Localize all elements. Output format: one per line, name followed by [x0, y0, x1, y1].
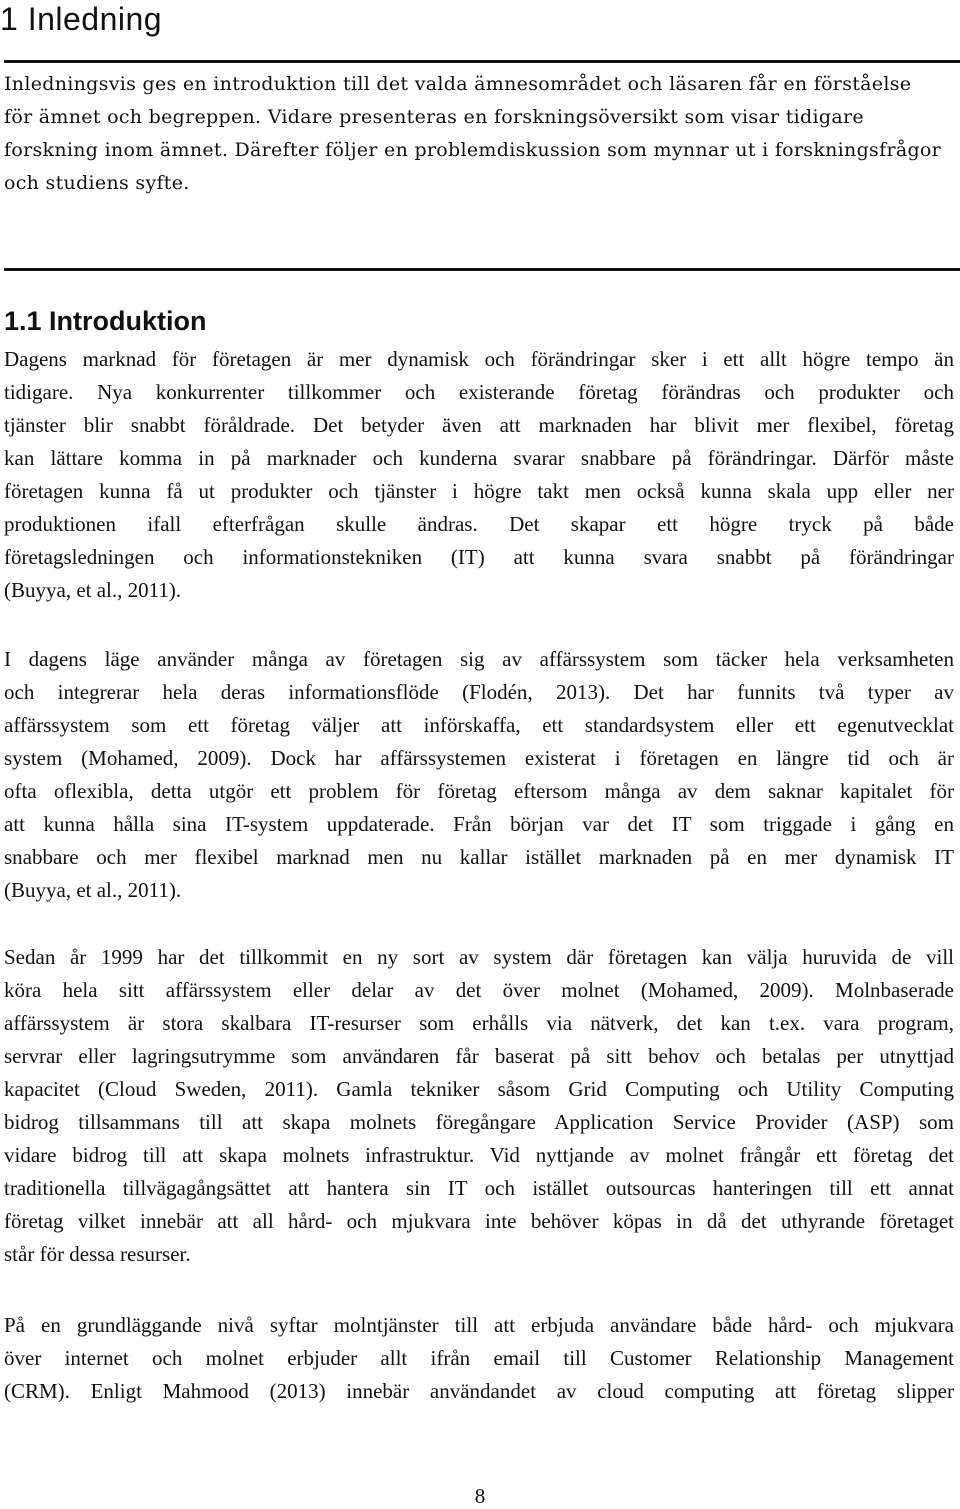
text-line: (Buyya, et al., 2011). — [4, 578, 182, 602]
intro-line: för ämnet och begreppen. Vidare presenteras en forskningsöversikt som visar tidigare — [4, 106, 864, 128]
text-line: produktionen ifall efterfrågan skulle ändras. Det skapar ett högre tryck på både — [4, 512, 954, 536]
text-line: affärssystem är stora skalbara IT-resurser som erhålls via nätverk, det kan t.ex. vara program, — [4, 1011, 954, 1035]
text-line: snabbare och mer flexibel marknad men nu kallar istället marknaden på en mer dynamisk IT — [4, 845, 954, 869]
text-line: traditionella tillvägagångsättet att hantera sin IT och istället outsourcas hanteringen till ett annat — [4, 1176, 954, 1200]
text-line: och integrerar hela deras informationsflöde (Flodén, 2013). Det har funnits två typer av — [4, 680, 954, 704]
intro-line: och studiens syfte. — [4, 172, 190, 194]
text-line: tidigare. Nya konkurrenter tillkommer och existerande företag förändras och produkter och — [4, 380, 954, 404]
section-heading: 1.1 Introduktion — [4, 306, 207, 336]
text-line: kapacitet (Cloud Sweden, 2011). Gamla tekniker såsom Grid Computing och Utility Computing — [4, 1077, 954, 1101]
text-line: står för dessa resurser. — [4, 1242, 191, 1266]
text-line: (Buyya, et al., 2011). — [4, 878, 182, 902]
text-line: vidare bidrog till att skapa molnets infrastruktur. Vid nyttjande av molnet frångår ett företag det — [4, 1143, 954, 1167]
text-line: företagsledningen och informationstekniken (IT) att kunna svara snabbt på förändringar — [4, 545, 954, 569]
chapter-intro — [4, 68, 942, 200]
text-line: att kunna hålla sina IT-system uppdaterade. Från början var det IT som triggade i gång en — [4, 812, 954, 836]
page-number: 8 — [474, 1484, 486, 1508]
text-line: över internet och molnet erbjuder allt ifrån email till Customer Relationship Management — [4, 1346, 954, 1370]
intro-line: Inledningsvis ges en introduktion till det valda ämnesområdet och läsaren får en förståelse — [4, 73, 912, 95]
text-line: tjänster blir snabbt föråldrade. Det betyder även att marknaden har blivit mer flexibel, företag — [4, 413, 954, 437]
heading-rule — [4, 60, 960, 63]
text-line: (CRM). Enligt Mahmood (2013) innebär användandet av cloud computing att företag slipper — [4, 1379, 954, 1403]
text-line: affärssystem som ett företag väljer att införskaffa, ett standardsystem eller ett egenutvecklat — [4, 713, 954, 737]
paragraph-2 — [4, 643, 954, 907]
text-line: ofta oflexibla, detta utgör ett problem för företag eftersom många av dem saknar kapitalet för — [4, 779, 954, 803]
text-line: Sedan år 1999 har det tillkommit en ny sort av system där företagen kan välja huruvida de vill — [4, 945, 954, 969]
text-line: företagen kunna få ut produkter och tjänster i högre takt men också kunna skala upp eller ner — [4, 479, 954, 503]
paragraph-1 — [4, 343, 954, 607]
text-line: I dagens läge använder många av företagen sig av affärssystem som täcker hela verksamheten — [4, 647, 954, 671]
section-rule — [4, 268, 960, 271]
intro-line: forskning inom ämnet. Därefter följer en problemdiskussion som mynnar ut i forskningsfrågor — [4, 139, 942, 161]
text-line: Dagens marknad för företagen är mer dynamisk och förändringar sker i ett allt högre tempo än — [4, 347, 954, 371]
text-line: kan lättare komma in på marknader och kunderna svarar snabbare på förändringar. Därför måste — [4, 446, 954, 470]
paragraph-3 — [4, 941, 954, 1271]
paragraph-4 — [4, 1309, 954, 1408]
text-line: På en grundläggande nivå syftar molntjänster till att erbjuda användare både hård- och mjukvara — [4, 1313, 954, 1337]
text-line: företag vilket innebär att all hård- och mjukvara inte behöver köpas in då det uthyrande företaget — [4, 1209, 954, 1233]
text-line: servrar eller lagringsutrymme som användaren får baserat på sitt behov och betalas per utnyttjad — [4, 1044, 954, 1068]
chapter-heading: 1 Inledning — [0, 1, 163, 37]
text-line: system (Mohamed, 2009). Dock har affärssystemen existerat i företagen en längre tid och är — [4, 746, 954, 770]
text-line: köra hela sitt affärssystem eller delar av det över molnet (Mohamed, 2009). Molnbaserade — [4, 978, 954, 1002]
text-line: bidrog tillsammans till att skapa molnets föregångare Application Service Provider (ASP) som — [4, 1110, 954, 1134]
